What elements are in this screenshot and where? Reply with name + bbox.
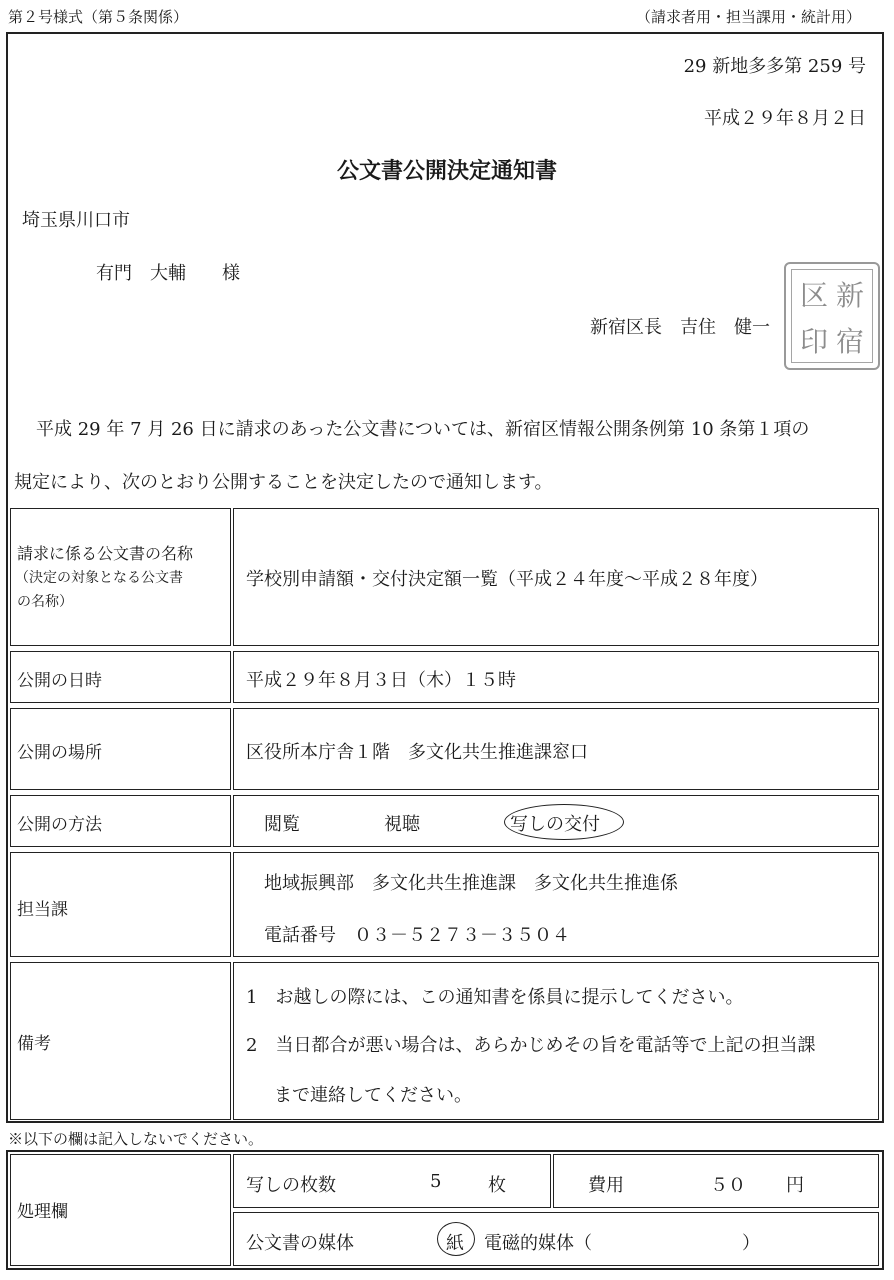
page-title: 公文書公開決定通知書 — [336, 159, 557, 184]
seal-char-4: 印 — [800, 325, 829, 358]
doc-number: 29 新地多多第 259 号 — [683, 56, 866, 77]
place-label: 公開の場所 — [17, 743, 102, 763]
place-label-cell — [10, 708, 231, 790]
disclosure-place: 区役所本庁舎１階 多文化共生推進課窓口 — [246, 742, 588, 763]
method-value-cell — [233, 795, 879, 847]
document-name: 学校別申請額・交付決定額一覧（平成２４年度～平成２８年度） — [246, 569, 768, 590]
method-option-copy: 写しの交付 — [510, 814, 600, 835]
sender-name: 新宿区長 吉住 健一 — [590, 317, 770, 338]
proc-label-cell — [10, 1154, 231, 1266]
fee-cell — [553, 1154, 879, 1208]
footer-note: ※以下の欄は記入しないでください。 — [8, 1130, 264, 1148]
remarks-value-cell — [233, 962, 879, 1120]
form-number: 第２号様式（第５条関係） — [8, 8, 189, 26]
dept-phone: 電話番号 ０３－５２７３－３５０４ — [264, 925, 570, 946]
name-value-cell — [233, 508, 879, 646]
disclosure-datetime: 平成２９年８月３日（木）１５時 — [246, 670, 516, 691]
remarks-label-cell — [10, 962, 231, 1120]
method-label-cell — [10, 795, 231, 847]
place-value-cell — [233, 708, 879, 790]
body-text-line2: 規定により、次のとおり公開することを決定したので通知します。 — [14, 472, 553, 493]
recipient-address: 埼玉県川口市 — [22, 210, 130, 231]
datetime-value-cell — [233, 651, 879, 703]
remark-1: 1 お越しの際には、この通知書を係員に提示してください。 — [246, 987, 744, 1008]
name-label-line1: 請求に係る公文書の名称 — [17, 544, 194, 563]
media-electronic: 電磁的媒体（ — [484, 1233, 592, 1254]
dept-label-cell — [10, 852, 231, 957]
dept-label: 担当課 — [17, 900, 68, 920]
doc-date: 平成２９年８月２日 — [704, 108, 866, 129]
remark-2b: まで連絡してください。 — [274, 1085, 472, 1106]
official-seal — [784, 262, 880, 370]
copies-unit: 枚 — [488, 1175, 506, 1196]
media-close-paren: ） — [742, 1233, 760, 1254]
name-label-line3: の名称） — [17, 594, 73, 610]
method-label: 公開の方法 — [17, 815, 102, 835]
fee-value: ５０ — [710, 1175, 746, 1196]
dept-name: 地域振興部 多文化共生推進課 多文化共生推進係 — [264, 873, 678, 894]
seal-char-2: 新 — [836, 279, 865, 312]
media-cell — [233, 1212, 879, 1266]
method-option-listen: 視聴 — [384, 814, 420, 835]
selected-circle-mark — [504, 804, 624, 840]
body-text-line1: 平成 29 年 7 月 26 日に請求のあった公文書については、新宿区情報公開条例第 10 条第１項の — [36, 419, 810, 440]
remarks-label: 備考 — [17, 1034, 51, 1054]
usage-note: （請求者用・担当課用・統計用） — [636, 8, 862, 26]
name-label-cell — [10, 508, 231, 646]
media-paper-circle — [437, 1222, 475, 1256]
seal-char-3: 宿 — [836, 325, 865, 358]
proc-label: 処理欄 — [17, 1202, 68, 1222]
copies-cell — [233, 1154, 551, 1208]
fee-label: 費用 — [588, 1175, 624, 1196]
datetime-label: 公開の日時 — [17, 671, 102, 691]
seal-char-1: 区 — [800, 279, 829, 312]
method-option-view: 閲覧 — [264, 814, 300, 835]
dept-value-cell — [233, 852, 879, 957]
name-label-line2: （決定の対象となる公文書 — [15, 570, 183, 586]
datetime-label-cell — [10, 651, 231, 703]
media-paper: 紙 — [446, 1233, 464, 1254]
copies-value: 5 — [430, 1171, 442, 1192]
remark-2a: 2 当日都合が悪い場合は、あらかじめその旨を電話等で上記の担当課 — [246, 1035, 816, 1056]
fee-unit: 円 — [786, 1175, 804, 1196]
copies-label: 写しの枚数 — [246, 1175, 336, 1196]
recipient-name: 有門 大輔 様 — [96, 263, 240, 284]
media-label: 公文書の媒体 — [246, 1233, 354, 1254]
